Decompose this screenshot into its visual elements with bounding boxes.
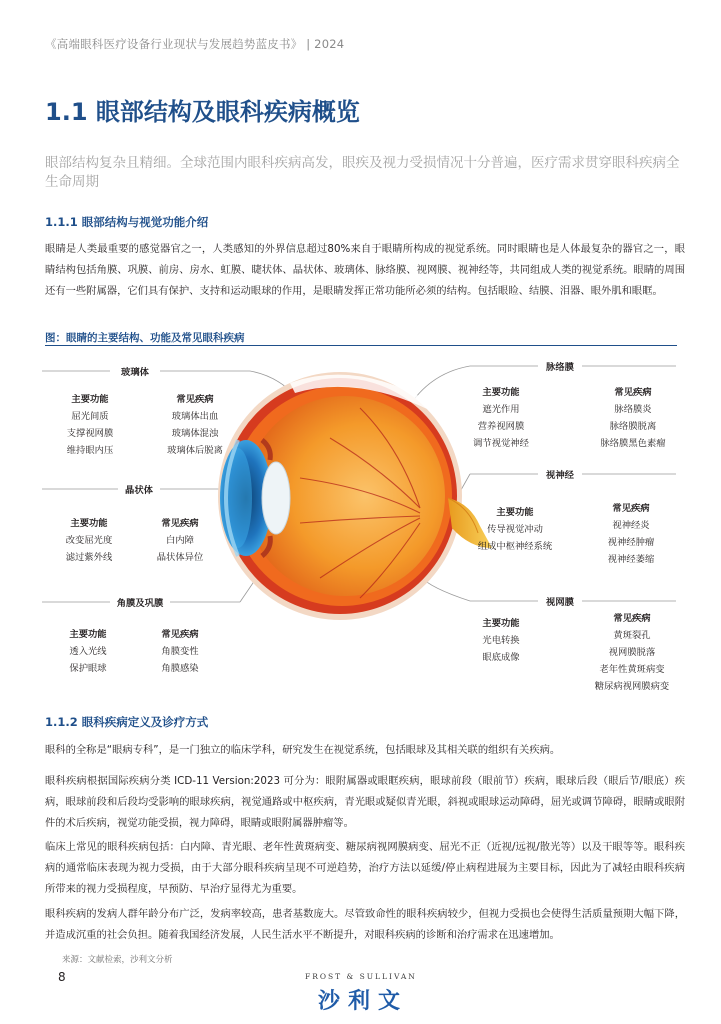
optic-nerve-disease-2: 视神经肿瘤 — [607, 537, 655, 548]
choroid-diseases — [585, 384, 681, 452]
vitreous-disease-1: 玻璃体出血 — [171, 411, 219, 422]
page-number: 8 — [58, 970, 66, 984]
lens-disease-2: 晶状体异位 — [156, 552, 204, 563]
choroid-disease-label: 常见疾病 — [614, 387, 652, 398]
optic-nerve-disease-label: 常见疾病 — [612, 503, 650, 514]
lens-function-1: 改变屈光度 — [65, 535, 113, 546]
cornea-function-1: 透入光线 — [69, 646, 107, 657]
optic-nerve-function-2: 组成中枢神经系统 — [477, 541, 553, 552]
optic-nerve-function-1: 传导视觉冲动 — [487, 524, 543, 535]
lens-disease-1: 白内障 — [166, 535, 194, 546]
retina-function-1: 光电转换 — [482, 635, 520, 646]
vitreous-disease-3: 玻璃体后脱离 — [167, 445, 223, 456]
vitreous-function-2: 支撑视网膜 — [66, 428, 114, 439]
cornea-name: 角膜及巩膜 — [116, 598, 164, 609]
optic-nerve-disease-1: 视神经炎 — [612, 520, 650, 531]
subsection-title-1: 1.1.1 眼部结构与视觉功能介绍 — [45, 215, 209, 229]
vitreous-disease-2: 玻璃体混浊 — [171, 428, 219, 439]
optic-nerve-diseases — [594, 500, 668, 568]
population-paragraph: 眼科疾病的发病人群年龄分布广泛，发病率较高，患者基数庞大。尽管致命性的眼科疾病较少，但视力受损也会使得生活质量预期大幅下降，并造成沉重的社会负担。随着我国经济发展，人民生活水平不断提升，对眼科疾病的诊断和治疗需求在迅速增加。 — [45, 908, 685, 941]
choroid-name: 脉络膜 — [546, 362, 574, 373]
choroid-disease-1: 脉络膜炎 — [614, 404, 652, 415]
choroid-disease-3: 脉络膜黑色素瘤 — [600, 438, 666, 449]
optic-nerve-name: 视神经 — [546, 470, 574, 481]
choroid-function-label: 主要功能 — [482, 387, 520, 398]
optic-nerve-function-label: 主要功能 — [496, 507, 534, 518]
retina-disease-2: 视网膜脱落 — [608, 647, 656, 658]
section-subtitle: 眼部结构复杂且精细。全球范围内眼科疾病高发，眼疾及视力受损情况十分普遍，医疗需求贯穿眼科疾病全生命周期 — [45, 155, 680, 190]
retina-disease-3: 老年性黄斑病变 — [599, 664, 665, 675]
source-note: 来源：文献检索，沙利文分析 — [62, 955, 173, 965]
retina-name: 视网膜 — [546, 597, 574, 608]
definition-paragraph: 眼科的全称是“眼病专科”，是一门独立的临床学科，研究发生在视觉系统，包括眼球及其相关联的组织有关疾病。 — [45, 744, 561, 756]
cornea-functions — [58, 626, 118, 677]
cornea-function-2: 保护眼球 — [69, 663, 107, 674]
retina-function-2: 眼底成像 — [482, 652, 520, 663]
retina-diseases — [582, 610, 682, 695]
choroid-function-1: 遮光作用 — [482, 404, 520, 415]
retina-disease-4: 糖尿病视网膜病变 — [594, 681, 670, 692]
lens-disease-label: 常见疾病 — [161, 518, 199, 529]
cornea-disease-1: 角膜变性 — [161, 646, 199, 657]
choroid-functions — [466, 384, 536, 452]
lens-function-label: 主要功能 — [70, 518, 108, 529]
brand-logo: 沙利文 — [318, 989, 409, 1014]
lens-functions — [58, 515, 120, 566]
vitreous-name: 玻璃体 — [121, 367, 149, 378]
vitreous-functions — [60, 391, 120, 459]
cornea-disease-2: 角膜感染 — [161, 663, 199, 674]
figure-title: 图：眼睛的主要结构、功能及常见眼科疾病 — [45, 332, 245, 344]
cornea-diseases — [150, 626, 210, 677]
optic-nerve-functions — [470, 504, 560, 555]
vitreous-diseases — [150, 391, 240, 459]
eye-structure-figure — [0, 348, 721, 700]
section-title: 1.1 眼部结构及眼科疾病概览 — [45, 98, 360, 126]
brand-english: FROST & SULLIVAN — [305, 972, 417, 981]
lens-diseases — [148, 515, 212, 566]
vitreous-function-3: 维持眼内压 — [66, 445, 114, 456]
retina-functions — [470, 615, 532, 666]
retina-function-label: 主要功能 — [482, 618, 520, 629]
clinical-paragraph: 临床上常见的眼科疾病包括：白内障、青光眼、老年性黄斑病变、糖尿病视网膜病变、屈光不正（近视/远视/散光等）以及干眼等等。眼科疾病的通常临床表现为视力受损，由于大部分眼科疾病呈现不可逆趋势，治疗方法以延缓/停止病程进展为主要目标，因此为了减轻由眼科疾病所带来的视力受损程度，早预防、早治疗显得尤为重要。 — [45, 841, 685, 895]
choroid-disease-2: 脉络膜脱离 — [609, 421, 657, 432]
vitreous-disease-label: 常见疾病 — [176, 394, 214, 405]
vitreous-function-label: 主要功能 — [71, 394, 109, 405]
subsection-title-2: 1.1.2 眼科疾病定义及诊疗方式 — [45, 715, 209, 729]
optic-nerve-disease-3: 视神经萎缩 — [607, 554, 655, 565]
retina-disease-label: 常见疾病 — [613, 613, 651, 624]
vitreous-function-1: 屈光间质 — [71, 411, 109, 422]
lens-name: 晶状体 — [125, 485, 153, 496]
choroid-function-2: 营养视网膜 — [477, 421, 525, 432]
cornea-disease-label: 常见疾病 — [161, 629, 199, 640]
report-header: 《高端眼科医疗设备行业现状与发展趋势蓝皮书》 | 2024 — [45, 37, 345, 51]
cornea-function-label: 主要功能 — [69, 629, 107, 640]
choroid-function-3: 调节视觉神经 — [473, 438, 529, 449]
classification-paragraph: 眼科疾病根据国际疾病分类 ICD-11 Version:2023 可分为：眼附属器或眼眶疾病，眼球前段（眼前节）疾病，眼球后段（眼后节/眼底）疾病，眼球前段和后段均受影响的眼球疾病，视觉通路或中枢疾病，青光眼或疑似青光眼，斜视或眼球运动障碍，屈光或调节障碍，眼睛或眼附件的术后疾病，视觉功能受损，视力障碍，眼睛或眼附属器肿瘤等。 — [45, 775, 685, 829]
figure-rule — [45, 345, 677, 346]
intro-paragraph: 眼睛是人类最重要的感觉器官之一，人类感知的外界信息超过80%来自于眼睛所构成的视觉系统。同时眼睛也是人体最复杂的器官之一，眼睛结构包括角膜、巩膜、前房、房水、虹膜、睫状体、晶状体、玻璃体、脉络膜、视网膜、视神经等，共同组成人类的视觉系统。眼睛的周围还有一些附属器，它们具有保护、支持和运动眼球的作用，是眼睛发挥正常功能所必须的结构。包括眼睑、结膜、泪器、眼外肌和眼眶。 — [45, 243, 685, 297]
retina-disease-1: 黄斑裂孔 — [613, 630, 651, 641]
lens-function-2: 滤过紫外线 — [65, 552, 113, 563]
